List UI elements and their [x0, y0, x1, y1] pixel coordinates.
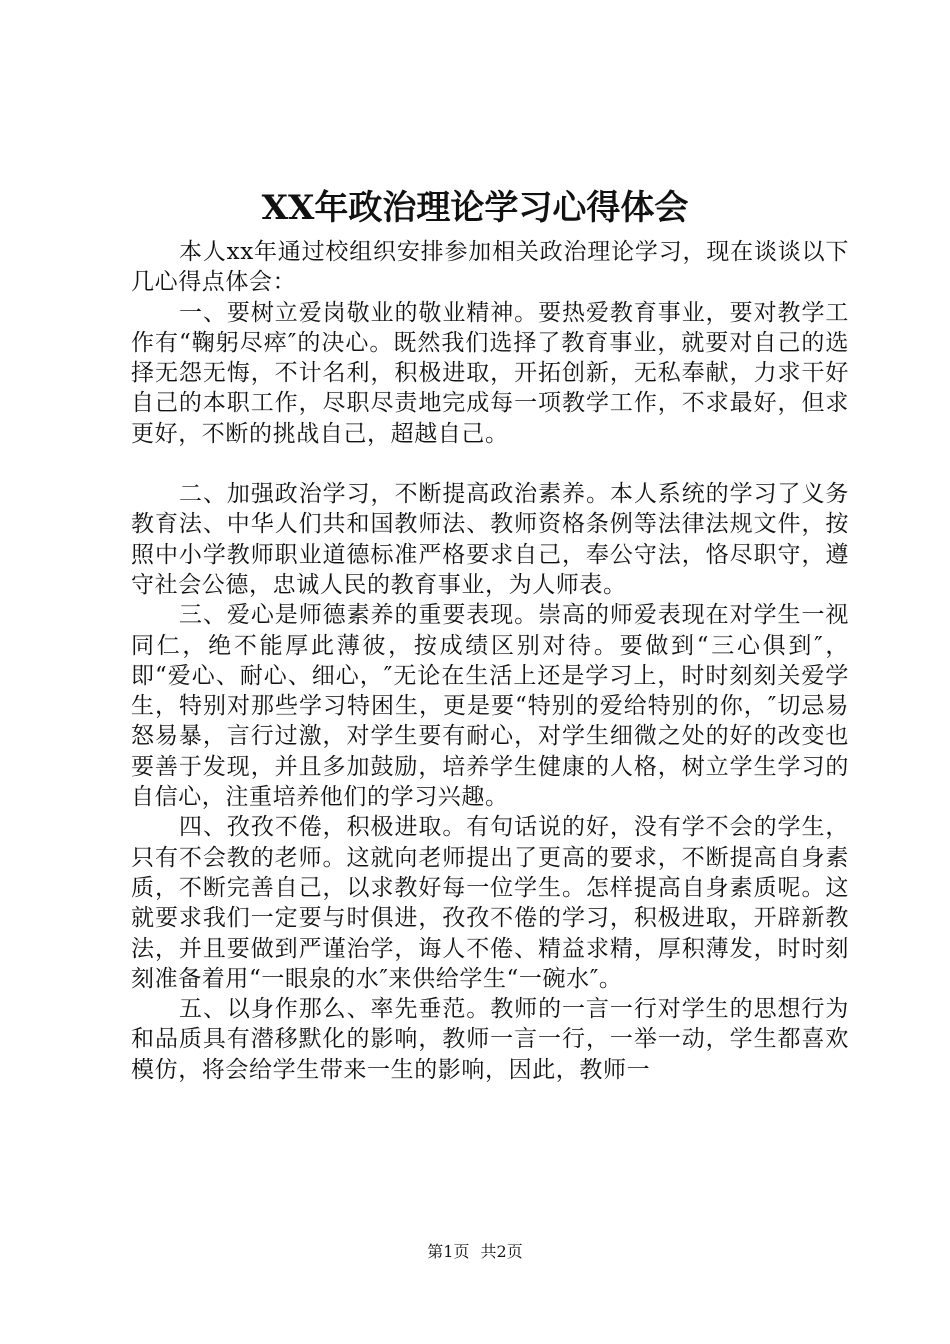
document-title: XX年政治理论学习心得体会	[261, 188, 689, 228]
paragraph-point-2: 二、加强政治学习，不断提高政治素养。本人系统的学习了义务教育法、中华人们共和国教师法、教师资格条例等法律法规文件，按照中小学教师职业道德标准严格要求自己，奉公守法，恪尽职守，遵守社会公德，忠诚人民的教育事业，为人师表。	[131, 481, 849, 598]
page-number-current: 第1页	[427, 1242, 470, 1261]
paragraph-point-4: 四、孜孜不倦，积极进取。有句话说的好，没有学不会的学生，只有不会教的老师。这就向老师提出了更高的要求，不断提高自身素质，不断完善自己，以求教好每一位学生。怎样提高自身素质呢。这就要求我们一定要与时俱进，孜孜不倦的学习，积极进取，开辟新教法，并且要做到严谨治学，诲人不倦、精益求精，厚积薄发，时时刻刻准备着用“一眼泉的水″来供给学生“一碗水″。	[131, 814, 849, 992]
page-footer	[0, 1240, 950, 1264]
page-number-total: 共2页	[480, 1242, 523, 1261]
paragraph-point-5: 五、以身作那么、率先垂范。教师的一言一行对学生的思想行为和品质具有潜移默化的影响，教师一言一行，一举一动，学生都喜欢模仿，将会给学生带来一生的影响，因此，教师一	[131, 996, 849, 1083]
paragraph-intro: 本人xx年通过校组织安排参加相关政治理论学习，现在谈谈以下几心得点体会：	[131, 239, 849, 296]
paragraph-point-1: 一、要树立爱岗敬业的敬业精神。要热爱教育事业，要对教学工作有“鞠躬尽瘁″的决心。既然我们选择了教育事业，就要对自己的选择无怨无悔，不计名利，积极进取，开拓创新，无私奉献，力求干好自己的本职工作，尽职尽责地完成每一项教学工作，不求最好，但求更好，不断的挑战自己，超越自己。	[131, 299, 849, 447]
paragraph-point-3: 三、爱心是师德素养的重要表现。崇高的师爱表现在对学生一视同仁，绝不能厚此薄彼，按成绩区别对待。要做到“三心俱到″，即“爱心、耐心、细心，″无论在生活上还是学习上，时时刻刻关爱学生，特别对那些学习特困生，更是要“特别的爱给特别的你，″切忌易怒易暴，言行过激，对学生要有耐心，对学生细微之处的好的改变也要善于发现，并且多加鼓励，培养学生健康的人格，树立学生学习的自信心，注重培养他们的学习兴趣。	[131, 602, 849, 811]
document-body	[131, 237, 849, 1085]
